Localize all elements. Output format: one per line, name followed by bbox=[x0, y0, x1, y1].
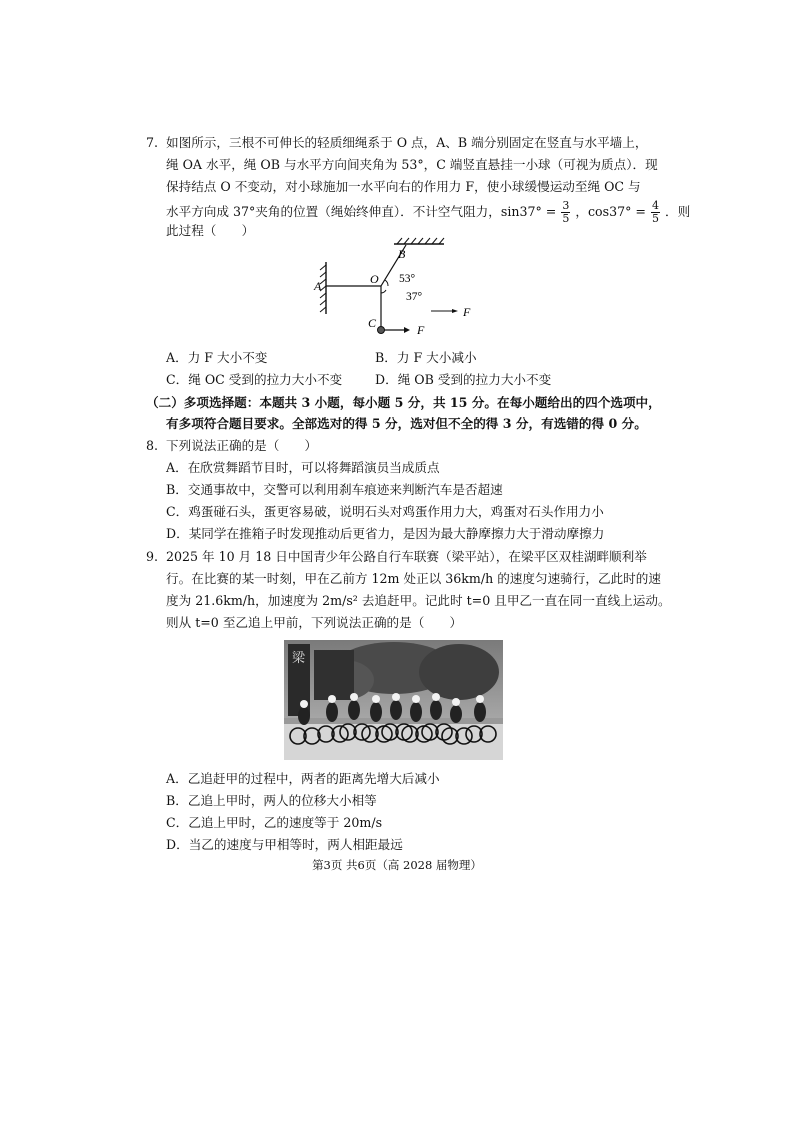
q7-option-b[interactable]: B．力 F 大小减小 bbox=[375, 350, 477, 365]
q9-option-b[interactable]: B．乙追上甲时，两人的位移大小相等 bbox=[166, 793, 377, 808]
sin-fraction: $\frac{3}{5}$ bbox=[562, 199, 570, 225]
q9-option-c[interactable]: C．乙追上甲时，乙的速度等于 20m/s bbox=[166, 815, 383, 830]
q7-option-a[interactable]: A．力 F 大小不变 bbox=[166, 350, 268, 365]
section2-heading-line-1: （二）多项选择题：本题共 3 小题，每小题 5 分，共 15 分。在每小题给出的四个选项中， bbox=[146, 395, 661, 410]
q7-line-2: 绳 OA 水平，绳 OB 与水平方向间夹角为 53°，C 端竖直悬挂一小球（可视为质点）．现 bbox=[166, 157, 658, 172]
cycling-race-photo bbox=[284, 640, 503, 760]
q9-option-d[interactable]: D．当乙的速度与甲相等时，两人相距最远 bbox=[166, 837, 403, 852]
label-angle-37: 37° bbox=[406, 291, 423, 303]
label-F-separate: F bbox=[463, 305, 471, 319]
q8-stem: 下列说法正确的是（ ） bbox=[166, 438, 318, 453]
section2-heading-line-2: 有多项符合题目要求。全部选对的得 5 分，选对但不全的得 3 分，有选错的得 0 分。 bbox=[166, 416, 647, 431]
cos-fraction: $\frac{4}{5}$ bbox=[651, 199, 659, 225]
q9-number: 9. bbox=[146, 549, 159, 564]
q8-option-b[interactable]: B．交通事故中，交警可以利用刹车痕迹来判断汽车是否超速 bbox=[166, 482, 503, 497]
q7-line-5: 此过程（ ） bbox=[166, 223, 255, 238]
q8-number: 8. bbox=[146, 438, 159, 453]
photo-sign-text: 梁 bbox=[292, 650, 306, 665]
q7-line-1: 如图所示，三根不可伸长的轻质细绳系于 O 点，A、B 端分别固定在竖直与水平墙上， bbox=[166, 135, 648, 150]
q9-line-2: 行。在比赛的某一时刻，甲在乙前方 12m 处正以 36km/h 的速度匀速骑行，乙此时的速 bbox=[166, 571, 661, 586]
q9-line-4: 则从 t=0 至乙追上甲前，下列说法正确的是（ ） bbox=[166, 615, 463, 630]
label-angle-53: 53° bbox=[399, 273, 416, 285]
q7-line4-post: ．则 bbox=[665, 204, 691, 219]
q9-option-a[interactable]: A．乙追赶甲的过程中，两者的距离先增大后减小 bbox=[166, 771, 440, 786]
q9-line-1: 2025 年 10 月 18 日中国青少年公路自行车联赛（梁平站），在梁平区双桂湖畔顺利举 bbox=[166, 549, 647, 564]
q9-line-3: 度为 21.6km/h，加速度为 2m/s² 去追赶甲。记此时 t=0 且甲乙一直在同一直线上运动。 bbox=[166, 593, 671, 608]
q7-force-diagram bbox=[300, 232, 500, 342]
q7-option-d[interactable]: D．绳 OB 受到的拉力大小不变 bbox=[375, 372, 552, 387]
q7-line-3: 保持结点 O 不变动，对小球施加一水平向右的作用力 F，使小球缓慢运动至绳 OC 与 bbox=[166, 179, 641, 194]
label-A: A bbox=[314, 279, 322, 293]
q7-line4-pre: 水平方向成 37°夹角的位置（绳始终伸直）．不计空气阻力，sin37° = bbox=[166, 204, 557, 219]
page-footer: 第3页 共6页（高 2028 届物理） bbox=[312, 858, 482, 872]
q8-option-d[interactable]: D．某同学在推箱子时发现推动后更省力，是因为最大静摩擦力大于滑动摩擦力 bbox=[166, 526, 605, 541]
q7-option-c[interactable]: C．绳 OC 受到的拉力大小不变 bbox=[166, 372, 343, 387]
q7-line4-mid: ，cos37° = bbox=[575, 204, 646, 219]
label-B: B bbox=[398, 247, 406, 261]
label-C: C bbox=[368, 316, 377, 330]
label-O: O bbox=[370, 272, 379, 286]
q7-number: 7. bbox=[146, 135, 159, 150]
label-F-ball: F bbox=[417, 323, 425, 337]
q8-option-c[interactable]: C．鸡蛋碰石头，蛋更容易破，说明石头对鸡蛋作用力大，鸡蛋对石头作用力小 bbox=[166, 504, 604, 519]
q8-option-a[interactable]: A．在欣赏舞蹈节目时，可以将舞蹈演员当成质点 bbox=[166, 460, 440, 475]
